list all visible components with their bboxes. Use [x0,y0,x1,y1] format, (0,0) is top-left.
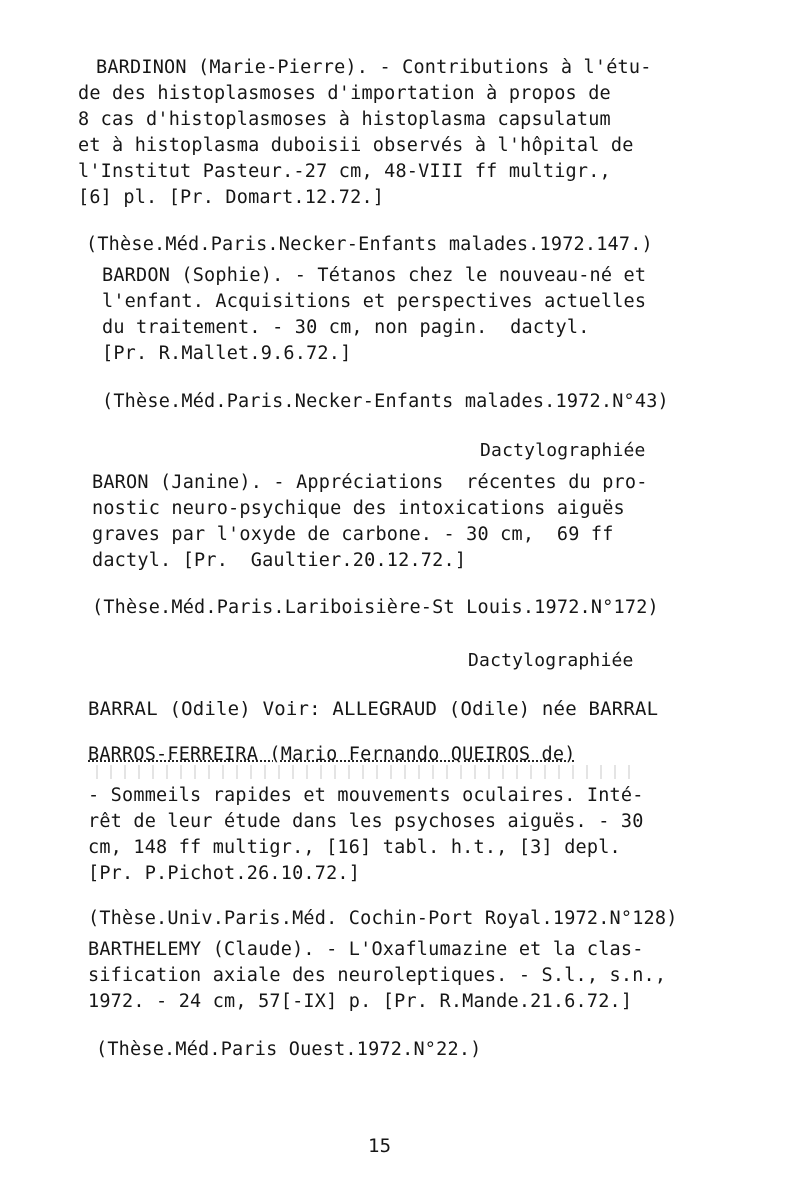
page-number: 15 [368,1135,392,1157]
entry-bardinon-line-2: de des histoplasmoses d'importation à propos de [78,83,611,104]
entry-bardinon-line-4: et à histoplasma duboisii observés à l'hôpital de [78,135,634,156]
entry-bardon-line-3: du traitement. - 30 cm, non pagin. dactyl. [102,317,590,338]
entry-baron-format-tag: Dactylographiée [468,650,634,671]
entry-barthelemy-thesis-note: (Thèse.Méd.Paris Ouest.1972.N°22.) [96,1039,482,1060]
entry-bardon-format-tag: Dactylographiée [480,440,646,461]
entry-bardon-thesis-note: (Thèse.Méd.Paris.Necker-Enfants malades.1972.N°43) [102,391,669,412]
entry-barthelemy-line-1: BARTHELEMY (Claude). - L'Oxaflumazine et la clas- [88,939,644,960]
entry-bardinon-thesis-note: (Thèse.Méd.Paris.Necker-Enfants malades.1972.147.) [86,234,653,255]
entry-bardinon-line-5: l'Institut Pasteur.-27 cm, 48-VIII ff multigr., [78,161,611,182]
entry-baron-line-4: dactyl. [Pr. Gaultier.20.12.72.] [92,550,467,571]
entry-bardon-line-4: [Pr. R.Mallet.9.6.72.] [102,343,352,364]
entry-bardinon-line-1: BARDINON (Marie-Pierre). - Contributions à l'étu- [96,57,652,78]
entry-baron-line-1: BARON (Janine). - Appréciations récentes du pro- [92,472,648,493]
entry-barros-ferreira-line-4: cm, 148 ff multigr., [16] tabl. h.t., [3] depl. [88,837,621,858]
entry-barthelemy-line-3: 1972. - 24 cm, 57[-IX] p. [Pr. R.Mande.21.6.72.] [88,991,633,1012]
entry-barros-ferreira-thesis-note: (Thèse.Univ.Paris.Méd. Cochin-Port Royal.1972.N°128) [88,908,678,929]
entry-bardon-line-2: l'enfant. Acquisitions et perspectives actuelles [102,291,647,312]
entry-barros-ferreira-line-2: - Sommeils rapides et mouvements oculaires. Inté- [88,785,644,806]
entry-barros-ferreira-line-3: rêt de leur étude dans les psychoses aiguës. - 30 [88,811,644,832]
entry-baron-line-3: graves par l'oxyde de carbone. - 30 cm, 69 ff [92,524,614,545]
entry-bardon-line-1: BARDON (Sophie). - Tétanos chez le nouveau-né et [102,265,647,286]
entry-bardinon-line-3: 8 cas d'histoplasmoses à histoplasma capsulatum [78,109,611,130]
entry-bardinon-line-6: [6] pl. [Pr. Domart.12.72.] [78,187,385,208]
entry-barros-ferreira-line-5: [Pr. P.Pichot.26.10.72.] [88,863,361,884]
entry-barros-ferreira-line-1: BARROS-FERREIRA (Mario Fernando QUEIROS de) [88,744,576,765]
entry-barthelemy-line-2: sification axiale des neuroleptiques. - S.l., s.n., [88,965,667,986]
entry-baron-thesis-note: (Thèse.Méd.Paris.Lariboisière-St Louis.1972.N°172) [92,597,659,618]
entry-baron-line-2: nostic neuro-psychique des intoxications aiguës [92,498,625,519]
entry-barral-cross-reference: BARRAL (Odile) Voir: ALLEGRAUD (Odile) née BARRAL [88,698,659,720]
